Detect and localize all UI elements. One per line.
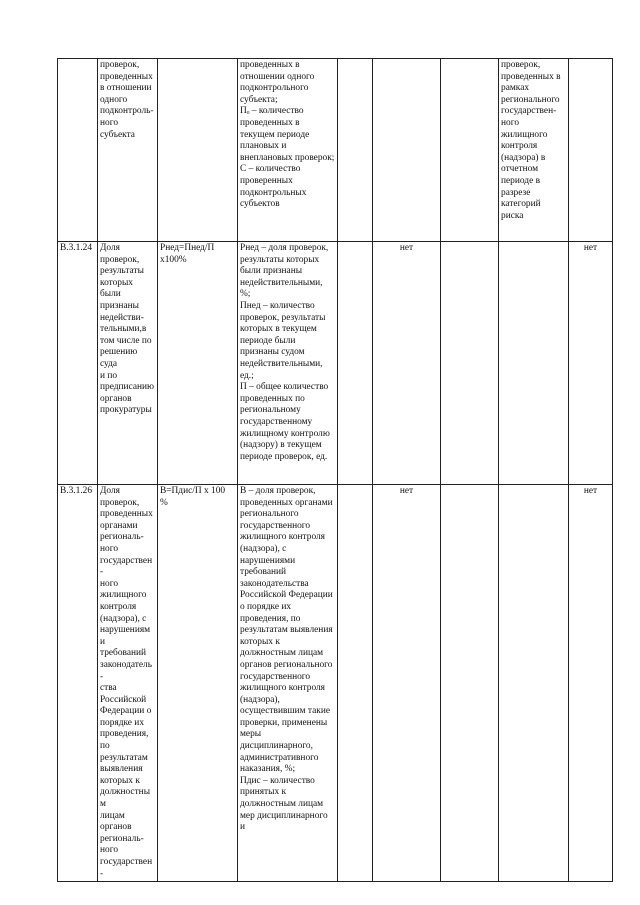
indicators-table <box>57 58 613 882</box>
table-cell <box>338 242 373 485</box>
indicator-name: проверок, проведенных в отношении одного подконтроль- ного субъекта <box>98 59 158 242</box>
table-cell <box>441 485 499 882</box>
indicator-description: проведенных в отношении одного подконтрольного субъекта; Пₒ – количество проведенных в текущем периоде плановых и внеплановых проверок; С – количество проверенных подконтрольных субъектов <box>238 59 338 242</box>
table-cell <box>569 59 613 242</box>
table-row <box>58 485 613 882</box>
table-cell <box>338 485 373 882</box>
table-cell <box>441 242 499 485</box>
table-row <box>58 59 613 242</box>
table-cell <box>441 59 499 242</box>
table-row <box>58 242 613 485</box>
indicator-description: Рнед – доля проверок, результаты которых были признаны недействительными, %; Пнед – количество проверок, результаты которых в текущем периоде были признаны судом недействительными, ед.; П – общее количество проведенных по региональному государственному жилищному контролю (надзору) в текущем периоде проверок, ед. <box>238 242 338 485</box>
indicator-note <box>499 485 569 882</box>
indicator-name: Доля проверок, результаты которых были признаны недействи- тельными,в том числе по решению суда и по предписанию органов прокуратуры <box>98 242 158 485</box>
table-cell: нет <box>569 242 613 485</box>
indicator-code <box>58 59 98 242</box>
indicator-formula: В=Пдис/П х 100 % <box>158 485 238 882</box>
table-cell <box>338 59 373 242</box>
table-cell <box>373 59 441 242</box>
indicator-formula: Рнед=Пнед/П х100% <box>158 242 238 485</box>
indicator-name: Доля проверок, проведенных органами региональ- ного государствен- ного жилищного контроля (надзора), с нарушениями требований законодатель- ства Российской Федерации о порядке их проведения, по результатам выявления которых к должностным лицам органов региональ- ного государствен- <box>98 485 158 882</box>
indicator-note: проверок, проведенных в рамках регионального государствен- ного жилищного контроля (надзора) в отчетном периоде в разрезе категорий риска <box>499 59 569 242</box>
indicator-note <box>499 242 569 485</box>
table-cell: нет <box>373 242 441 485</box>
indicator-code: В.3.1.26 <box>58 485 98 882</box>
indicator-formula <box>158 59 238 242</box>
table-cell: нет <box>373 485 441 882</box>
indicator-description: В – доля проверок, проведенных органами регионального государственного жилищного контроля (надзора), с нарушениями требований законодательства Российской Федерации о порядке их проведения, по результатам выявления которых к должностным лицам органов регионального государственного жилищного контроля (надзора), осуществившим такие проверки, применены меры дисциплинарного, административного наказания, %; Пдис – количество принятых к должностным лицам мер дисциплинарного и <box>238 485 338 882</box>
table-cell: нет <box>569 485 613 882</box>
indicator-code: В.3.1.24 <box>58 242 98 485</box>
